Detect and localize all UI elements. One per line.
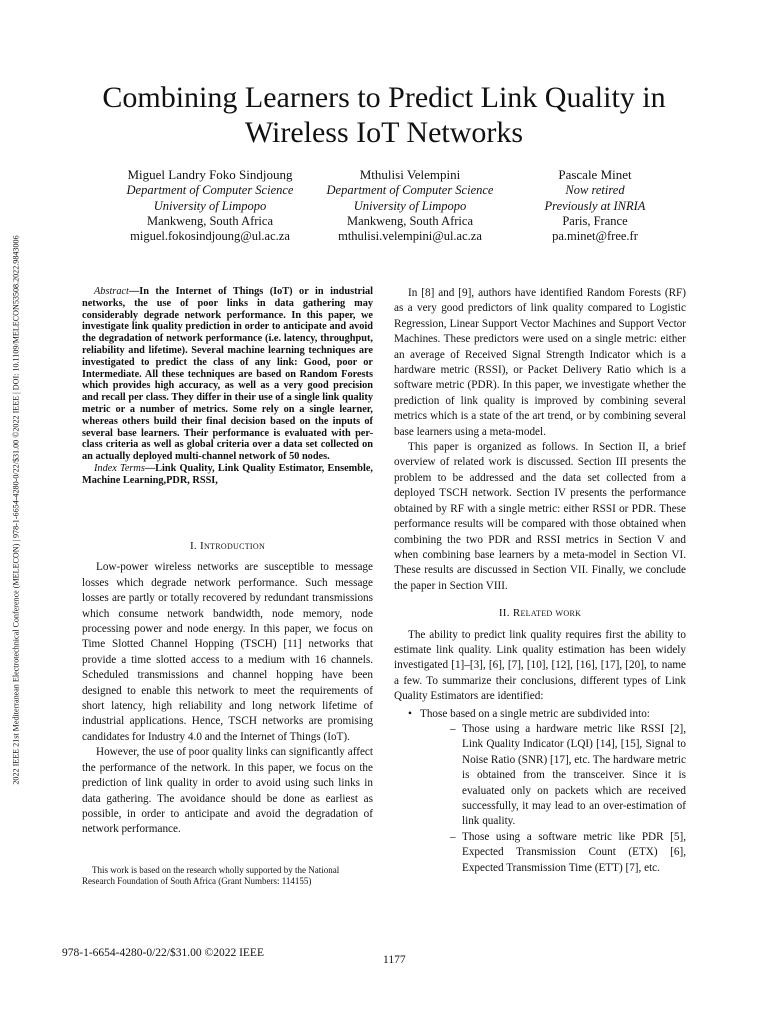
paragraph: This paper is organized as follows. In Section II, a brief overview of related work is discussed. Section III presents the problem to be addressed and the data set collected from a deployed TSCH network. Section IV presents the performance obtained by RF with a single metric: either RSSI or PDR. These performance results will be compared with those obtained when combining the two PDR and RSSI metrics in Section V and when combining base learners by a meta-model in Section VI. These results are discussed in Section VII. Finally, we conclude the paper in Section VIII. [394,441,686,592]
author-email: mthulisi.velempini@ul.ac.za [338,229,482,244]
list-item [408,707,686,876]
author-univ: University of Limpopo [153,198,267,213]
doi-sidebar-text: 2022 IEEE 21st Mediterranean Electrotechnical Conference (MELECON) | 978-1-6654-4280-0/22/$31.00 ©2022 IEEE | DOI: 10.1109/MELECON53508.2022.9843006 [11,235,21,785]
author-name: Miguel Landry Foko Sindjoung [127,167,293,182]
author-univ: University of Limpopo [353,198,467,213]
paragraph: The ability to predict link quality requires first the ability to estimate link quality. Link quality estimation has been widely investigated [1]–[3], [6], [7], [10], [12], [16], [17], [20], to name a few. To summarize their conclusions, different types of Link Quality Estimators are identified: [394,628,686,703]
right-column [394,286,686,876]
author-location: Mankweng, South Africa [146,213,274,228]
author-block-3 [520,167,670,244]
author-block-2 [318,167,502,244]
bullet-list [394,707,686,876]
author-location: Paris, France [562,213,628,228]
paragraph: Low-power wireless networks are susceptible to message losses which degrade network performance. Such message losses are partly or totally recovered by redundant transmissions which consume network bandwidth, node memory, node processing power and node energy. In this paper, we focus on Time Slotted Channel Hopping (TSCH) [11] networks that provide a time slotted access to a medium with 16 channels. Scheduled transmissions and channel hopping have been designed to enable this network to meet the requirements of short latency, high reliability and long network lifetime of industrial applications. Hence, TSCH networks are promising candidates for Industry 4.0 and the Internet of Things (IoT). [82,561,373,743]
dash-list [420,722,686,876]
index-terms-text: —Link Quality, Link Quality Estimator, Ensemble, Machine Learning,PDR, RSSI, [82,462,373,486]
section-heading-introduction: I. Introduction [189,540,266,552]
author-dept: Department of Computer Science [126,183,294,198]
title-line-2: Wireless IoT Networks [244,116,524,149]
list-item-text: Those using a software metric like PDR [5], Expected Transmission Count (ETX) [6], Expected Transmission Time (ETT) [7], etc. [462,830,686,874]
page-number: 1177 [383,954,406,966]
list-item [450,830,686,876]
list-item [450,722,686,830]
section-heading-related-work: II. Related work [498,607,582,620]
paragraph: In [8] and [9], authors have identified Random Forests (RF) as a very good predictors of link quality compared to Logistic Regression, Linear Support Vector Machines and Support Vector Machines. These predictors were used on a single metric: either an average of Received Signal Strength Indicator which is a hardware metric (RSSI), or Packet Delivery Ratio which is a software metric (PDR). In this paper, we investigate whether the prediction of link quality is improved by combining several metrics which is a state of the art trend, or by combining several base learners using a meta-model. [394,287,686,438]
title-line-1: Combining Learners to Predict Link Quality in [102,81,666,114]
abstract [82,286,373,487]
list-item-text: Those based on a single metric are subdivided into: [420,707,650,720]
left-column [82,531,373,838]
author-dept: Department of Computer Science [326,183,494,198]
paragraph: However, the use of poor quality links can significantly affect the performance of the network. In this paper, we focus on the prediction of link quality in order to avoid using such links in data gathering. The avoidance should be done as earliest as possible, in order to anticipate and avoid the degradation of network performance. [82,746,373,836]
doi-sidebar [9,180,23,840]
author-name: Pascale Minet [558,167,632,182]
footnote [82,865,373,887]
list-item-text: Those using a hardware metric like RSSI [2], Link Quality Indicator (LQI) [14], [15], Signal to Noise Ratio (SNR) [17], etc. The hardware metric is obtained from the transceiver. Since it is evaluated only on packets which are received successfully, it may lead to an over-estimation of link quality. [462,722,686,828]
author-block-1 [100,167,320,244]
author-email: pa.minet@free.fr [552,229,638,244]
abstract-text: —In the Internet of Things (IoT) or in industrial networks, the use of poor links in data gathering may considerably degrade network performance. In this paper, we investigate link quality prediction in order to anticipate and avoid the degradation of network performance (i.e. latency, throughput, reliability and lifetime). Several machine learning techniques are investigated to predict the class of any link: Good, poor or Intermediate. All these techniques are based on Random Forests which provides high accuracy, as well as a very good precision and recall per class. They differ in their use of a single link quality metric or a number of metrics. Some rely on a single learner, whereas others build their final decision based on the inputs of several base learners. Their performance is evaluated with per-class criteria as well as global criteria over a data set collected on an actually deployed multi-channel network of 50 nodes. [82,286,373,463]
index-terms-label: Index Terms [94,462,145,474]
paper-title [60,80,708,150]
author-dept: Now retired [565,183,625,198]
author-name: Mthulisi Velempini [359,167,461,182]
author-location: Mankweng, South Africa [346,213,474,228]
copyright-footer: 978-1-6654-4280-0/22/$31.00 ©2022 IEEE [62,947,264,959]
author-univ: Previously at INRIA [544,198,646,213]
abstract-label: Abstract [94,286,129,297]
footnote-text: This work is based on the research wholly supported by the National Research Foundation of South Africa (Grant Numbers: 114155) [82,865,340,886]
author-email: miguel.fokosindjoung@ul.ac.za [130,229,290,244]
